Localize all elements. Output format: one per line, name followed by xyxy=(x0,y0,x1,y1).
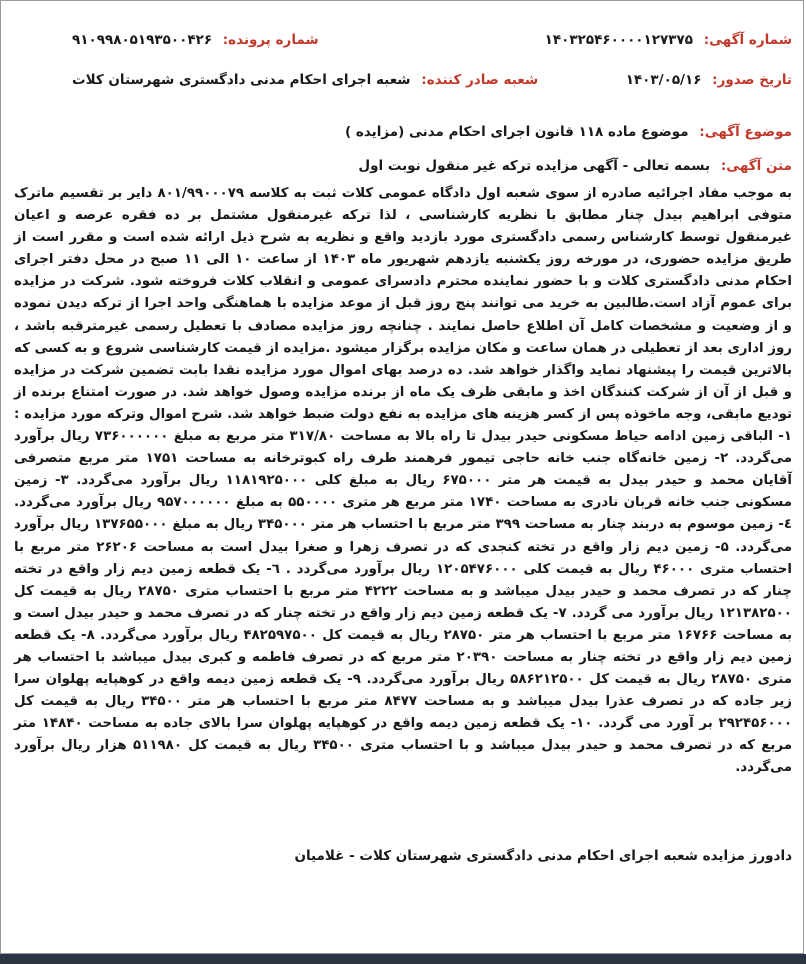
issue-date-value: ۱۴۰۳/۰۵/۱۶ xyxy=(625,72,702,88)
case-number-label: شماره پرونده: xyxy=(222,32,319,48)
notice-subject-label: موضوع آگهی: xyxy=(699,124,792,140)
issuing-branch-value: شعبه اجرای احکام مدنی دادگستری شهرستان کلات xyxy=(72,72,411,88)
case-number xyxy=(72,32,319,48)
notice-number-label: شماره آگهی: xyxy=(703,32,792,48)
header-row-2 xyxy=(14,72,792,112)
notice-text-value: بسمه تعالی - آگهی مزایده ترکه غیر منقول نوبت اول xyxy=(358,158,711,174)
notice-text-label: متن آگهی: xyxy=(720,158,792,174)
issue-date xyxy=(626,72,792,88)
notice-signature: دادورز مزایده شعبه اجرای احکام مدنی دادگستری شهرستان کلات - غلامیان xyxy=(294,848,792,864)
notice-subject-value: موضوع ماده ۱۱۸ قانون اجرای احکام مدنی (مزایده ) xyxy=(345,124,689,140)
issue-date-label: تاریخ صدور: xyxy=(712,72,792,88)
notice-number xyxy=(545,32,792,48)
notice-body: به موجب مفاد اجرائیه صادره از سوی شعبه اول دادگاه عمومی کلات ثبت به کلاسه ۸۰۱/۹۹۰۰۰۷۹ دایر بر تقسیم ماترک متوفی ابراهیم بیدل چنار مطابق با نظریه کارشناسی ، لذا ترکه غیرمنقول مشتمل بر ده فقره عرصه و اعیان غیرمنقول توسط کارشناس رسمی دادگستری مورد بازدید واقع و نظریه به شرح ذیل ارائه شده است و مقرر است از طریق مزایده حضوری، در مورخه روز یکشنبه یازدهم شهریور ماه ۱۴۰۳ از ساعت ۱۰ الی ۱۱ صبح در محل دفتر اجرای احکام مدنی دادگستری کلات و با حضور نماینده محترم دادسرای عمومی و انقلاب کلات فروخته شود. شرکت در مزایده برای عموم آزاد است.طالبین به خرید می توانند پنج روز قبل از موعد مزایده با هماهنگی واحد اجرا از ترکه دیدن نموده و از وضعیت و مشخصات کامل آن اطلاع حاصل نمایند . چنانچه روز مزایده مصادف با تعطیل رسمی غیرمترقبه باشد ، روز اداری بعد از تعطیلی در همان ساعت و مکان مزایده برگزار میشود .مزایده از قیمت کارشناسی شروع و به کسی که بالاترین قیمت را پیشنهاد نماید واگذار خواهد شد. ده درصد بهای اموال مورد مزایده نقدا بابت تضمین شرکت در مزایده و قبل از آن از شرکت کنندگان اخذ و مابقی ظرف یک ماه از برنده مزایده وصول خواهد شد. در صورت امتناع برنده از تودیع مابقی، وجه ماخوذه پس از کسر هزینه های مزایده به نفع دولت ضبط خواهد شد. شرح اموال وترکه مورد مزایده : ۱- الباقی زمین ادامه حیاط مسکونی حیدر بیدل تا راه بالا به مساحت ۳۱۷/۸۰ متر مربع به مبلغ ۷۳۶۰۰۰۰۰۰ ریال برآورد می‌گردد. ۲- زمین خانه‌گاه جنب خانه حاجی تیمور فرهمند طرف راه کبوترخانه به مساحت ۱۷۵۱ متر مربع متصرفی آقایان محمد و حیدر بیدل به قیمت هر متر ۶۷۵۰۰۰ ریال به مبلغ کلی ۱۱۸۱۹۲۵۰۰۰ ریال برآورد می‌گردد. ۳- زمین مسکونی جنب خانه قربان نادری به مساحت ۱۷۴۰ متر مربع هر متری ۵۵۰۰۰۰ به مبلغ ۹۵۷۰۰۰۰۰۰ ریال برآورد می‌گردد. ٤- زمین موسوم به دربند چنار به مساحت ۳۹۹ متر مربع با احتساب هر متر ۳۴۵۰۰۰ ریال به مبلغ ۱۳۷۶۵۵۰۰۰ ریال برآورد می‌گردد. ۵- زمین دیم زار واقع در تخته کنجدی که در تصرف زهرا و صغرا بیدل است به مساحت ۲۶۲۰۶ متر مربع با احتساب متری ۴۶۰۰۰ ریال به قیمت کلی ۱۲۰۵۴۷۶۰۰۰ ریال برآورد می‌گردد . ٦- یک قطعه زمین دیم زار واقع در تخته چنار که در تصرف محمد و حیدر بیدل میباشد و به مساحت ۴۲۲۲ متر مربع با احتساب متری ۲۸۷۵۰ ریال به قیمت کل ۱۲۱۳۸۲۵۰۰ ریال برآورد می گردد. ۷- یک قطعه زمین دیم زار واقع در تخته چنار که در تصرف محمد و حیدر بیدل است و به مساحت ۱۶۷۶۶ متر مربع با احتساب هر متر ۲۸۷۵۰ ریال به قیمت کل ۴۸۲۵۹۷۵۰۰ ریال برآورد می‌گردد. ۸- یک قطعه زمین دیم زار واقع در تخته چنار به مساحت ۲۰۳۹۰ متر مربع که در تصرف فاطمه و کبری بیدل میباشد با احتساب هر متری ۲۸۷۵۰ ریال به قیمت کل ۵۸۶۲۱۲۵۰۰ ریال برآورد می‌گردد. ۹- یک قطعه زمین دیمه واقع در کوهپایه پهلوان سرا زیر جاده که در تصرف عذرا بیدل میباشد و به مساحت ۸۴۷۷ متر مربع با احتساب هر متر ۳۴۵۰۰ ریال به قیمت کل ۲۹۲۴۵۶۰۰۰ بر آورد می گردد. ۱۰- یک قطعه زمین دیمه واقع در کوهپایه پهلوان سرا بالای جاده به مساحت ۱۴۸۴۰ متر مربع که در تصرف محمد و حیدر بیدل میباشد و با احتساب متری ۳۴۵۰۰ ریال به قیمت کل ۵۱۱۹۸۰ هزار ریال برآورد می‌گردد. xyxy=(14,186,793,776)
case-number-value: ۹۱۰۹۹۸۰۵۱۹۳۵۰۰۴۲۶ xyxy=(72,32,213,48)
issuing-branch-label: شعبه صادر کننده: xyxy=(421,72,539,88)
header-row-1 xyxy=(14,32,792,72)
issuing-branch xyxy=(72,72,538,88)
notice-subject-block xyxy=(14,124,792,192)
notice-number-value: ۱۴۰۳۲۵۴۶۰۰۰۰۱۲۷۳۷۵ xyxy=(544,32,693,48)
bottom-bar xyxy=(0,954,806,964)
notice-subject xyxy=(14,124,792,158)
notice-header xyxy=(14,32,792,112)
